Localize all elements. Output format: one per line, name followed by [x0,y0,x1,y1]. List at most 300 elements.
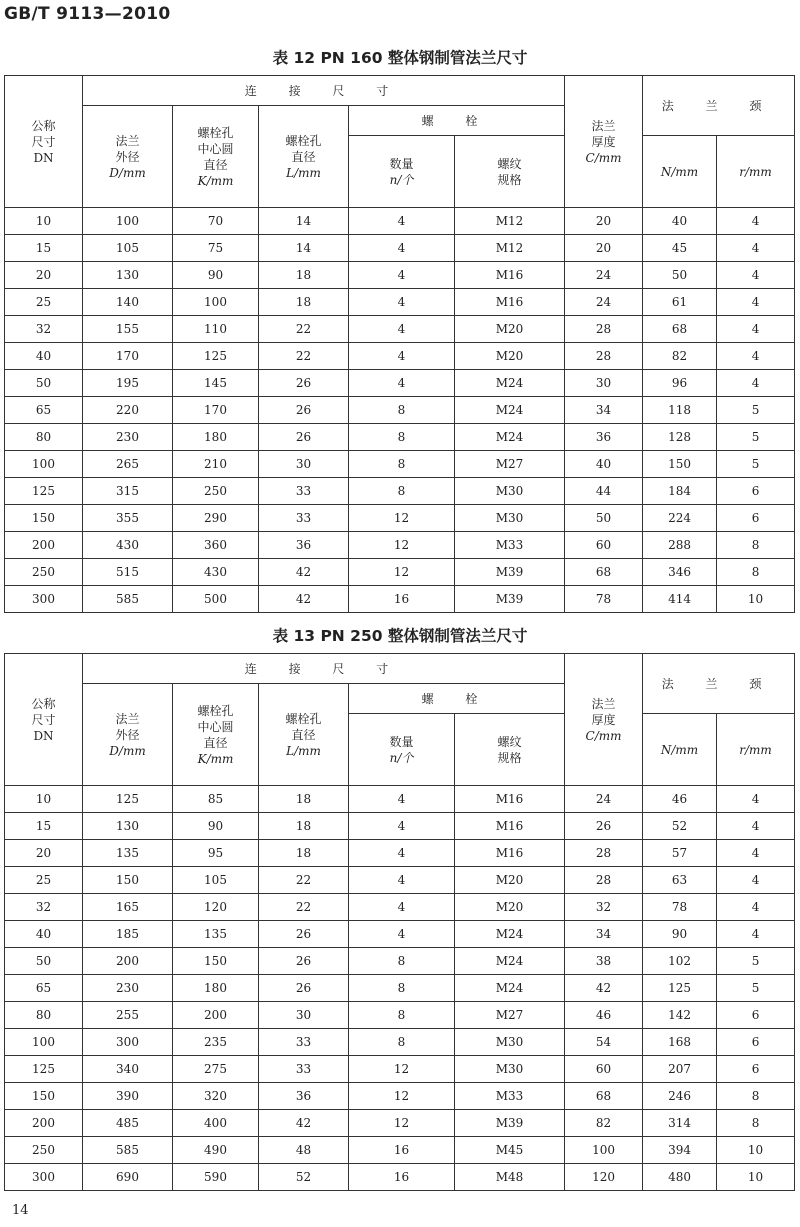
cell-bolt-circle: 180 [173,424,259,451]
cell-neck-r: 5 [717,424,795,451]
cell-neck-r: 4 [717,262,795,289]
cell-neck-r: 10 [717,1137,795,1164]
cell-bolt-circle: 290 [173,505,259,532]
cell-thread: M33 [455,1083,565,1110]
cell-bolt-circle: 120 [173,894,259,921]
cell-neck-r: 5 [717,451,795,478]
cell-dn: 300 [5,586,83,613]
cell-bolt-hole: 26 [259,397,349,424]
cell-thickness: 34 [565,921,643,948]
cell-bolt-hole: 18 [259,262,349,289]
cell-dn: 125 [5,1056,83,1083]
cell-neck-n: 57 [643,840,717,867]
header-neck-r: r/mm [717,714,795,786]
cell-thread: M24 [455,948,565,975]
cell-bolt-hole: 48 [259,1137,349,1164]
cell-outer-diameter: 300 [83,1029,173,1056]
cell-bolt-circle: 75 [173,235,259,262]
cell-bolt-qty: 16 [349,1164,455,1191]
cell-neck-n: 168 [643,1029,717,1056]
cell-bolt-qty: 8 [349,975,455,1002]
cell-outer-diameter: 265 [83,451,173,478]
cell-thread: M24 [455,370,565,397]
cell-neck-n: 224 [643,505,717,532]
cell-bolt-qty: 4 [349,370,455,397]
cell-bolt-hole: 14 [259,235,349,262]
cell-neck-n: 414 [643,586,717,613]
table-13-title: 表 13 PN 250 整体钢制管法兰尺寸 [272,627,528,645]
cell-thickness: 68 [565,559,643,586]
cell-neck-n: 50 [643,262,717,289]
cell-bolt-circle: 430 [173,559,259,586]
cell-thread: M12 [455,208,565,235]
cell-neck-n: 52 [643,813,717,840]
header-connection-dimensions: 连 接 尺 寸 [83,654,565,684]
cell-thread: M24 [455,397,565,424]
cell-neck-r: 6 [717,478,795,505]
header-flange-thickness: 法兰 厚度 C/mm [565,76,643,208]
cell-outer-diameter: 135 [83,840,173,867]
table-row [5,1164,795,1191]
cell-outer-diameter: 315 [83,478,173,505]
table-row [5,1110,795,1137]
cell-neck-r: 4 [717,235,795,262]
cell-thickness: 54 [565,1029,643,1056]
cell-bolt-qty: 8 [349,948,455,975]
cell-neck-n: 78 [643,894,717,921]
cell-bolt-hole: 42 [259,1110,349,1137]
cell-outer-diameter: 390 [83,1083,173,1110]
cell-bolt-hole: 22 [259,894,349,921]
cell-neck-n: 82 [643,343,717,370]
header-neck-n: N/mm [643,714,717,786]
header-bolt-quantity: 数量 n/个 [349,714,455,786]
cell-thickness: 24 [565,786,643,813]
cell-bolt-qty: 4 [349,235,455,262]
cell-dn: 150 [5,1083,83,1110]
cell-bolt-qty: 12 [349,1056,455,1083]
cell-thickness: 36 [565,424,643,451]
cell-dn: 25 [5,289,83,316]
cell-thread: M12 [455,235,565,262]
table-row [5,262,795,289]
cell-dn: 10 [5,786,83,813]
table-row [5,208,795,235]
cell-thread: M27 [455,451,565,478]
table-row [5,813,795,840]
cell-bolt-qty: 12 [349,1083,455,1110]
cell-neck-n: 394 [643,1137,717,1164]
cell-thread: M39 [455,586,565,613]
cell-bolt-circle: 90 [173,262,259,289]
table-13 [4,653,795,1191]
cell-bolt-hole: 14 [259,208,349,235]
cell-dn: 65 [5,975,83,1002]
cell-bolt-circle: 90 [173,813,259,840]
cell-thread: M39 [455,559,565,586]
cell-neck-n: 128 [643,424,717,451]
header-bolt: 螺 栓 [349,684,565,714]
cell-outer-diameter: 130 [83,813,173,840]
cell-dn: 65 [5,397,83,424]
cell-bolt-qty: 4 [349,813,455,840]
cell-neck-r: 4 [717,343,795,370]
cell-thickness: 38 [565,948,643,975]
cell-bolt-qty: 8 [349,1029,455,1056]
cell-bolt-circle: 135 [173,921,259,948]
cell-thickness: 42 [565,975,643,1002]
cell-bolt-circle: 210 [173,451,259,478]
cell-outer-diameter: 585 [83,1137,173,1164]
cell-neck-n: 314 [643,1110,717,1137]
cell-bolt-circle: 500 [173,586,259,613]
cell-neck-r: 4 [717,208,795,235]
cell-bolt-qty: 4 [349,921,455,948]
header-flange-neck: 法 兰 颈 [643,654,795,714]
table-row [5,1083,795,1110]
cell-outer-diameter: 230 [83,424,173,451]
cell-neck-r: 4 [717,289,795,316]
cell-outer-diameter: 165 [83,894,173,921]
cell-thread: M30 [455,478,565,505]
cell-neck-n: 246 [643,1083,717,1110]
cell-bolt-circle: 95 [173,840,259,867]
cell-bolt-hole: 26 [259,921,349,948]
cell-thread: M39 [455,1110,565,1137]
cell-thread: M20 [455,867,565,894]
cell-bolt-hole: 33 [259,1029,349,1056]
cell-neck-n: 184 [643,478,717,505]
header-bolt-hole-diameter: 螺栓孔 直径 L/mm [259,684,349,786]
cell-thread: M33 [455,532,565,559]
cell-dn: 50 [5,370,83,397]
cell-thread: M20 [455,894,565,921]
cell-thickness: 28 [565,316,643,343]
cell-bolt-qty: 12 [349,559,455,586]
cell-dn: 25 [5,867,83,894]
header-bolt-hole-diameter: 螺栓孔 直径 L/mm [259,106,349,208]
cell-bolt-circle: 125 [173,343,259,370]
cell-outer-diameter: 185 [83,921,173,948]
cell-bolt-hole: 18 [259,289,349,316]
cell-dn: 80 [5,424,83,451]
cell-neck-r: 4 [717,894,795,921]
cell-thickness: 100 [565,1137,643,1164]
cell-bolt-circle: 105 [173,867,259,894]
cell-thickness: 28 [565,867,643,894]
cell-outer-diameter: 515 [83,559,173,586]
cell-thread: M20 [455,316,565,343]
cell-bolt-qty: 4 [349,262,455,289]
cell-bolt-qty: 8 [349,1002,455,1029]
table-row [5,424,795,451]
table-12-body [5,208,795,613]
cell-neck-n: 207 [643,1056,717,1083]
cell-neck-n: 40 [643,208,717,235]
cell-neck-r: 8 [717,559,795,586]
cell-outer-diameter: 340 [83,1056,173,1083]
cell-neck-r: 10 [717,1164,795,1191]
cell-bolt-circle: 320 [173,1083,259,1110]
cell-thread: M16 [455,289,565,316]
cell-dn: 200 [5,532,83,559]
table-row [5,975,795,1002]
cell-neck-r: 6 [717,1056,795,1083]
cell-dn: 10 [5,208,83,235]
page-number: 14 [12,1203,29,1218]
cell-bolt-qty: 12 [349,532,455,559]
cell-thickness: 82 [565,1110,643,1137]
header-outer-diameter: 法兰 外径 D/mm [83,684,173,786]
cell-bolt-hole: 36 [259,532,349,559]
cell-neck-r: 8 [717,1083,795,1110]
cell-dn: 50 [5,948,83,975]
cell-thickness: 34 [565,397,643,424]
cell-neck-n: 288 [643,532,717,559]
cell-neck-r: 6 [717,505,795,532]
table-13-body [5,786,795,1191]
cell-dn: 20 [5,262,83,289]
cell-neck-r: 4 [717,786,795,813]
cell-bolt-circle: 590 [173,1164,259,1191]
cell-bolt-circle: 110 [173,316,259,343]
cell-thread: M48 [455,1164,565,1191]
cell-outer-diameter: 585 [83,586,173,613]
cell-neck-n: 118 [643,397,717,424]
cell-outer-diameter: 105 [83,235,173,262]
cell-neck-n: 96 [643,370,717,397]
header-connection-dimensions: 连 接 尺 寸 [83,76,565,106]
cell-neck-n: 142 [643,1002,717,1029]
cell-neck-r: 8 [717,532,795,559]
cell-thread: M16 [455,786,565,813]
cell-bolt-qty: 4 [349,316,455,343]
cell-bolt-qty: 4 [349,343,455,370]
cell-dn: 32 [5,316,83,343]
cell-outer-diameter: 220 [83,397,173,424]
cell-neck-n: 46 [643,786,717,813]
cell-dn: 40 [5,343,83,370]
cell-neck-n: 480 [643,1164,717,1191]
cell-neck-n: 150 [643,451,717,478]
cell-bolt-qty: 12 [349,1110,455,1137]
cell-thickness: 20 [565,208,643,235]
cell-bolt-qty: 4 [349,840,455,867]
header-neck-r: r/mm [717,136,795,208]
cell-thickness: 50 [565,505,643,532]
table-row [5,397,795,424]
cell-bolt-qty: 4 [349,786,455,813]
standard-code: GB/T 9113—2010 [4,4,171,24]
cell-bolt-qty: 4 [349,208,455,235]
cell-bolt-qty: 4 [349,867,455,894]
cell-neck-n: 45 [643,235,717,262]
cell-neck-n: 68 [643,316,717,343]
cell-bolt-hole: 42 [259,559,349,586]
cell-dn: 150 [5,505,83,532]
cell-dn: 300 [5,1164,83,1191]
cell-outer-diameter: 125 [83,786,173,813]
cell-neck-r: 4 [717,813,795,840]
cell-thread: M24 [455,921,565,948]
header-bolt-quantity: 数量 n/个 [349,136,455,208]
cell-bolt-circle: 200 [173,1002,259,1029]
cell-bolt-circle: 235 [173,1029,259,1056]
cell-neck-r: 8 [717,1110,795,1137]
table-row [5,586,795,613]
cell-outer-diameter: 155 [83,316,173,343]
cell-neck-n: 90 [643,921,717,948]
header-neck-n: N/mm [643,136,717,208]
cell-thickness: 30 [565,370,643,397]
cell-bolt-hole: 22 [259,343,349,370]
cell-neck-r: 4 [717,840,795,867]
table-row [5,786,795,813]
cell-bolt-hole: 30 [259,1002,349,1029]
cell-bolt-qty: 4 [349,894,455,921]
cell-outer-diameter: 150 [83,867,173,894]
cell-outer-diameter: 230 [83,975,173,1002]
cell-outer-diameter: 200 [83,948,173,975]
cell-bolt-hole: 33 [259,1056,349,1083]
cell-bolt-qty: 8 [349,451,455,478]
cell-bolt-qty: 16 [349,586,455,613]
cell-thickness: 60 [565,532,643,559]
cell-dn: 15 [5,813,83,840]
table-row [5,235,795,262]
cell-thickness: 28 [565,840,643,867]
cell-dn: 100 [5,451,83,478]
cell-dn: 250 [5,1137,83,1164]
cell-thickness: 78 [565,586,643,613]
cell-bolt-circle: 250 [173,478,259,505]
cell-dn: 80 [5,1002,83,1029]
cell-outer-diameter: 355 [83,505,173,532]
cell-thickness: 20 [565,235,643,262]
table-row [5,505,795,532]
cell-thread: M27 [455,1002,565,1029]
cell-bolt-qty: 16 [349,1137,455,1164]
cell-bolt-circle: 275 [173,1056,259,1083]
cell-bolt-circle: 85 [173,786,259,813]
cell-thread: M24 [455,975,565,1002]
table-row [5,921,795,948]
cell-bolt-qty: 4 [349,289,455,316]
header-flange-neck: 法 兰 颈 [643,76,795,136]
cell-bolt-circle: 100 [173,289,259,316]
table-row [5,1029,795,1056]
header-flange-thickness: 法兰 厚度 C/mm [565,654,643,786]
table-row [5,316,795,343]
cell-bolt-hole: 26 [259,975,349,1002]
header-bolt: 螺 栓 [349,106,565,136]
table-row [5,840,795,867]
cell-outer-diameter: 690 [83,1164,173,1191]
cell-bolt-circle: 145 [173,370,259,397]
cell-thread: M16 [455,262,565,289]
cell-dn: 40 [5,921,83,948]
cell-thickness: 68 [565,1083,643,1110]
cell-thickness: 26 [565,813,643,840]
cell-thickness: 120 [565,1164,643,1191]
cell-thread: M16 [455,813,565,840]
cell-neck-r: 4 [717,370,795,397]
cell-dn: 20 [5,840,83,867]
cell-neck-n: 346 [643,559,717,586]
cell-thickness: 24 [565,262,643,289]
cell-neck-n: 61 [643,289,717,316]
cell-bolt-circle: 400 [173,1110,259,1137]
cell-neck-r: 10 [717,586,795,613]
cell-bolt-circle: 180 [173,975,259,1002]
table-row [5,1002,795,1029]
cell-bolt-hole: 18 [259,786,349,813]
header-bolt-circle: 螺栓孔 中心圆 直径 K/mm [173,684,259,786]
cell-dn: 32 [5,894,83,921]
cell-outer-diameter: 140 [83,289,173,316]
cell-outer-diameter: 170 [83,343,173,370]
table-row [5,289,795,316]
cell-bolt-hole: 36 [259,1083,349,1110]
cell-dn: 100 [5,1029,83,1056]
cell-neck-r: 4 [717,921,795,948]
cell-neck-n: 125 [643,975,717,1002]
cell-outer-diameter: 485 [83,1110,173,1137]
cell-bolt-qty: 12 [349,505,455,532]
cell-bolt-hole: 33 [259,478,349,505]
table-row [5,948,795,975]
cell-dn: 15 [5,235,83,262]
cell-bolt-hole: 26 [259,424,349,451]
header-dn: 公称 尺寸 DN [5,76,83,208]
cell-bolt-qty: 8 [349,397,455,424]
cell-outer-diameter: 130 [83,262,173,289]
cell-outer-diameter: 195 [83,370,173,397]
cell-neck-r: 5 [717,975,795,1002]
header-outer-diameter: 法兰 外径 D/mm [83,106,173,208]
cell-bolt-hole: 18 [259,813,349,840]
cell-thread: M30 [455,505,565,532]
cell-bolt-hole: 33 [259,505,349,532]
cell-bolt-hole: 52 [259,1164,349,1191]
cell-outer-diameter: 100 [83,208,173,235]
cell-bolt-hole: 30 [259,451,349,478]
table-12 [4,75,795,613]
cell-bolt-hole: 26 [259,370,349,397]
header-thread-spec: 螺纹 规格 [455,136,565,208]
cell-thickness: 44 [565,478,643,505]
cell-thickness: 46 [565,1002,643,1029]
table-row [5,532,795,559]
header-bolt-circle: 螺栓孔 中心圆 直径 K/mm [173,106,259,208]
cell-neck-r: 5 [717,948,795,975]
table-row [5,343,795,370]
cell-neck-n: 102 [643,948,717,975]
cell-thickness: 40 [565,451,643,478]
cell-outer-diameter: 430 [83,532,173,559]
header-dn: 公称 尺寸 DN [5,654,83,786]
table-row [5,370,795,397]
cell-bolt-qty: 8 [349,424,455,451]
cell-thread: M45 [455,1137,565,1164]
cell-bolt-hole: 22 [259,316,349,343]
table-row [5,451,795,478]
table-row [5,478,795,505]
header-thread-spec: 螺纹 规格 [455,714,565,786]
cell-bolt-circle: 150 [173,948,259,975]
cell-thread: M16 [455,840,565,867]
cell-thickness: 60 [565,1056,643,1083]
